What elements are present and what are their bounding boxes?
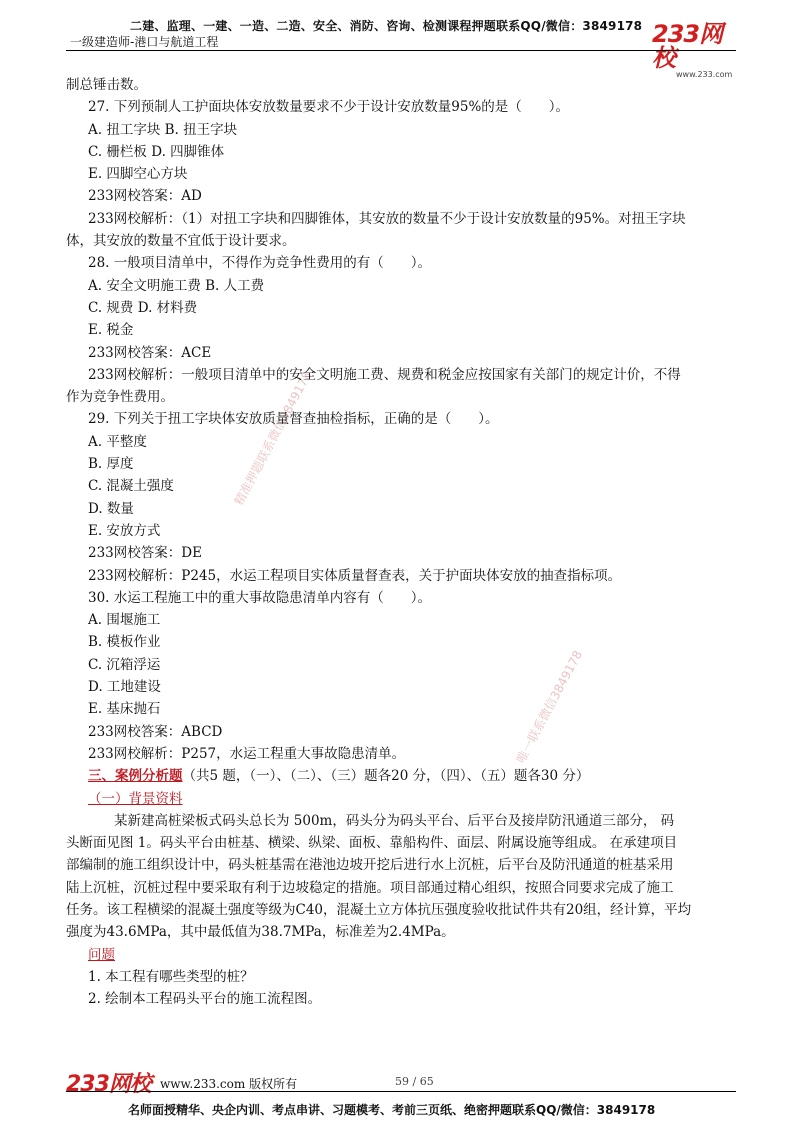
page-number: 59 / 65 bbox=[395, 1075, 434, 1088]
footer-logo: 233网校 bbox=[66, 1072, 151, 1097]
option-line: E. 税金 bbox=[88, 322, 134, 339]
background-line: 某新建高桩梁板式码头总长为 500m，码头分为码头平台、后平台及接岸防汛通道三部分， 码 bbox=[114, 812, 675, 829]
option-line: E. 安放方式 bbox=[88, 522, 161, 539]
header-logo-text: 233网校 bbox=[652, 20, 723, 72]
option-line: A. 平整度 bbox=[88, 433, 147, 450]
analysis-line: 233网校解析：P257，水运工程重大事故隐患清单。 bbox=[88, 745, 406, 762]
option-line: A. 安全文明施工费 B. 人工费 bbox=[88, 277, 265, 294]
header-logo-url: www.233.com bbox=[676, 70, 733, 79]
option-line: B. 模板作业 bbox=[88, 634, 161, 651]
header-rule bbox=[66, 50, 736, 51]
question-29: 29. 下列关于扭工字块体安放质量督查抽检指标，正确的是（ ）。 bbox=[88, 411, 499, 428]
background-line: 强度为43.6MPa，其中最低值为38.7MPa，标准差为2.4MPa。 bbox=[66, 924, 455, 941]
background-title: （一）背景资料 bbox=[88, 790, 183, 807]
footer-rule bbox=[66, 1091, 736, 1092]
option-line: A. 扭工字块 B. 扭王字块 bbox=[88, 121, 238, 138]
header-logo bbox=[652, 20, 742, 79]
footer-contact-line: 名师面授精华、央企内训、考点串讲、习题模考、考前三页纸、绝密押题联系QQ/微信：3849178 bbox=[128, 1103, 656, 1117]
analysis-line: 作为竞争性费用。 bbox=[66, 389, 174, 406]
background-line: 陆上沉桩，沉桩过程中要采取有利于边坡稳定的措施。项目部通过精心组织，按照合同要求完成了施工 bbox=[66, 879, 674, 896]
analysis-line: 233网校解析：P245，水运工程项目实体质量督查表，关于护面块体安放的抽查指标项。 bbox=[88, 567, 622, 584]
option-line: E. 四脚空心方块 bbox=[88, 166, 188, 183]
question-27: 27. 下列预制人工护面块体安放数量要求不少于设计安放数量95%的是（ ）。 bbox=[88, 99, 570, 116]
subsection-heading bbox=[66, 788, 742, 810]
background-line: 任务。该工程横梁的混凝土强度等级为C40，混凝土立方体抗压强度验收批试件共有20组，经计算，平均 bbox=[66, 901, 692, 918]
option-line: C. 沉箱浮运 bbox=[88, 656, 161, 673]
question-28: 28. 一般项目清单中，不得作为竞争性费用的有（ ）。 bbox=[88, 255, 432, 272]
analysis-line: 233网校解析：一般项目清单中的安全文明施工费、规费和税金应按国家有关部门的规定计价，不得 bbox=[88, 366, 681, 383]
watermark-1: 精准押题联系微信3849178 bbox=[231, 368, 315, 508]
option-line: E. 基床抛石 bbox=[88, 701, 161, 718]
questions-heading bbox=[66, 944, 742, 966]
case-question: 1. 本工程有哪些类型的桩？ bbox=[88, 968, 254, 985]
background-line: 头断面见图 1。码头平台由桩基、横梁、纵梁、面板、靠船构件、面层、附属设施等组成。 在承建项目 bbox=[66, 835, 678, 852]
case-question: 2. 绘制本工程码头平台的施工流程图。 bbox=[88, 991, 322, 1008]
document-body bbox=[66, 74, 742, 1010]
watermark-2: 唯一联系微信3849178 bbox=[513, 648, 586, 766]
answer-line: 233网校答案：ABCD bbox=[88, 723, 223, 740]
footer-copyright: www.233.com 版权所有 bbox=[160, 1077, 298, 1091]
option-line: A. 围堰施工 bbox=[88, 612, 161, 629]
header-subtitle: 一级建造师-港口与航道工程 bbox=[70, 35, 219, 49]
background-line: 部编制的施工组织设计中，码头桩基需在港池边坡开挖后进行水上沉桩，后平台及防汛通道的桩基采用 bbox=[66, 857, 674, 874]
section-heading bbox=[66, 765, 742, 787]
questions-label: 问题 bbox=[88, 946, 115, 963]
text-line: 制总锤击数。 bbox=[66, 77, 147, 93]
header-contact-line: 二建、监理、一建、一造、二造、安全、消防、咨询、检测课程押题联系QQ/微信：3849178 bbox=[130, 19, 643, 33]
option-line: C. 栅栏板 D. 四脚锥体 bbox=[88, 143, 225, 160]
analysis-line: 233网校解析：（1）对扭工字块和四脚锥体，其安放的数量不少于设计安放数量的95%。对扭王字块 bbox=[88, 210, 686, 227]
question-30: 30. 水运工程施工中的重大事故隐患清单内容有（ ）。 bbox=[88, 589, 432, 606]
section-title: 三、案例分析题 bbox=[88, 768, 183, 785]
analysis-line: 体，其安放的数量不宜低于设计要求。 bbox=[66, 233, 296, 250]
option-line: D. 数量 bbox=[88, 500, 134, 517]
option-line: D. 工地建设 bbox=[88, 679, 161, 696]
section-note: （共5 题，（一）、（二）、（三）题各20 分，（四）、（五）题各30 分） bbox=[182, 768, 590, 785]
option-line: B. 厚度 bbox=[88, 456, 134, 473]
answer-line: 233网校答案：AD bbox=[88, 188, 202, 205]
answer-line: 233网校答案：DE bbox=[88, 545, 202, 562]
option-line: C. 规费 D. 材料费 bbox=[88, 299, 198, 316]
option-line: C. 混凝土强度 bbox=[88, 478, 174, 495]
answer-line: 233网校答案：ACE bbox=[88, 344, 212, 361]
